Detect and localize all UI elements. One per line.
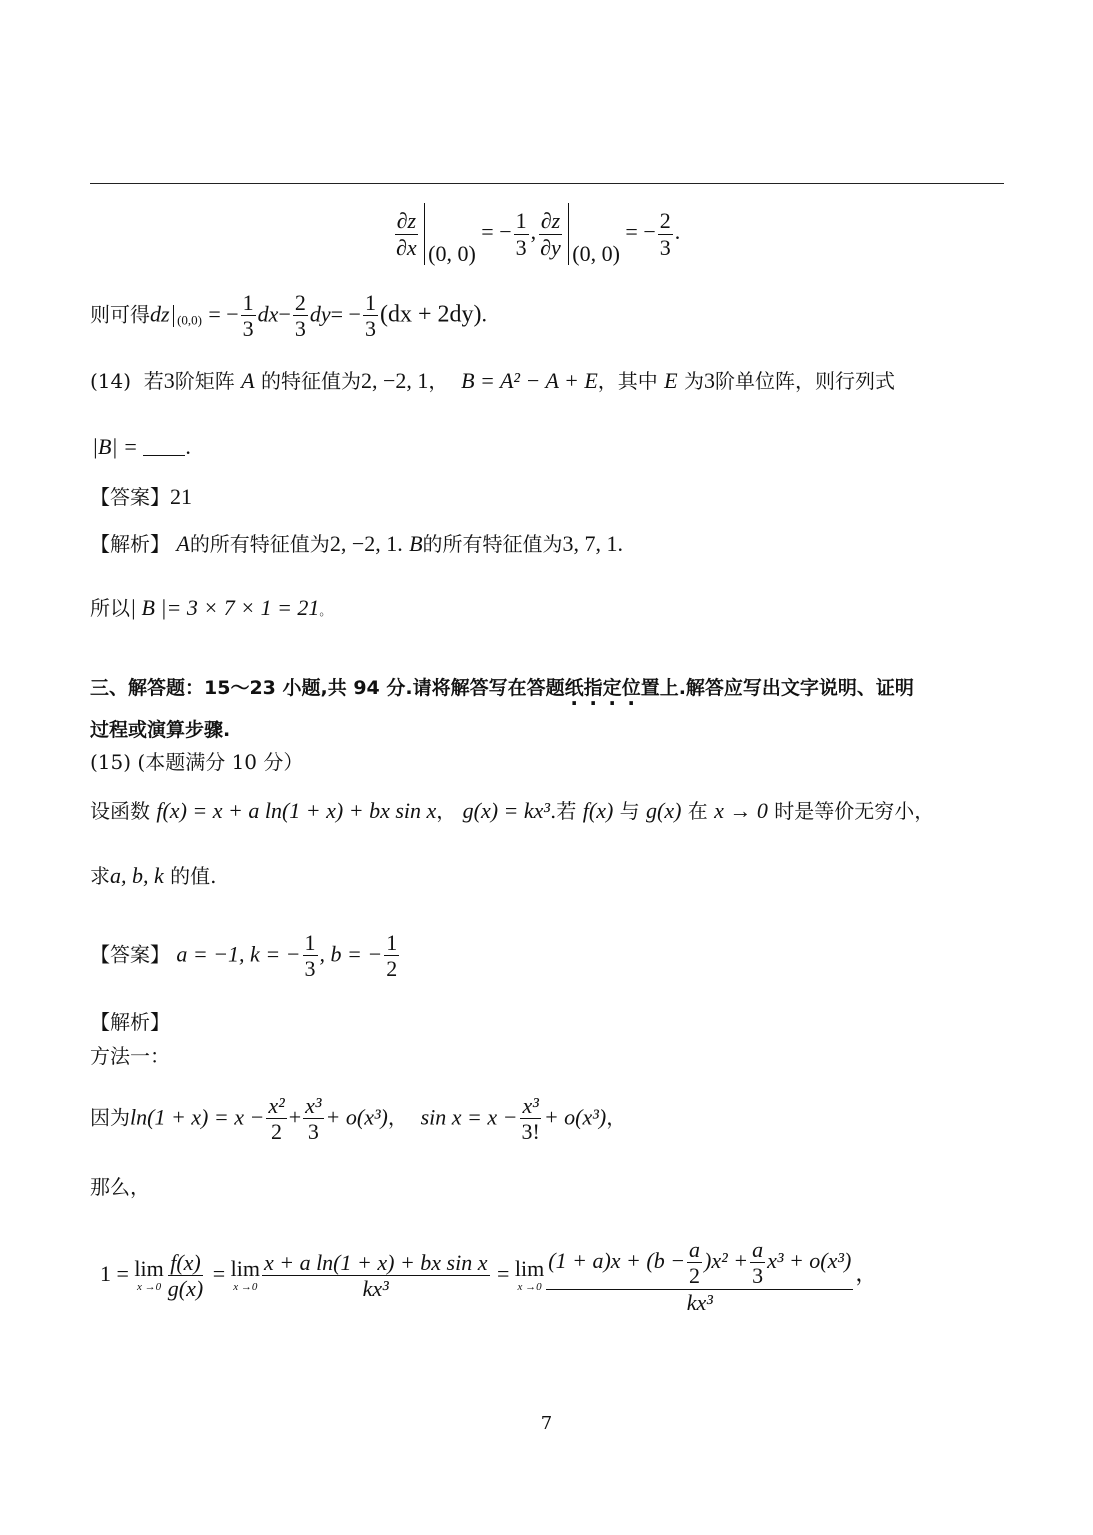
fraction: $\frac{\text{x³}}{3!}$: [521, 1093, 540, 1145]
total-differential-line: 则可得dz $_{(0,0)}$ = − $\frac{1}{3}$ dx− $\frac{2}{3}$ dy= − $\frac{1}{3}$ (dx + 2dy).: [90, 290, 487, 342]
question-15-text: 设函数 f(x) = x + a ln(1 + x) + bx sin x， g(x) = kx³.若 f(x) 与 g(x) 在 x → 0 时是等价无穷小，: [90, 798, 935, 823]
fraction: $\frac{1}{3}$: [242, 290, 254, 342]
fraction: $\frac{f(x)}{g(x)}$: [167, 1250, 204, 1302]
evaluation-bar: [424, 203, 426, 265]
fraction: $\frac{\text{x³}}{3}$: [305, 1093, 322, 1145]
fraction: (1 + a)x + (b − $\frac{a}{2}$ )x² + $\frac{a}{3}$ x³ + o(x³) kx³: [548, 1237, 852, 1315]
limit-operator: lim x →0: [514, 1256, 545, 1294]
fraction: $\frac{1}{2}$: [386, 930, 398, 982]
conclusion-14: 所以| B |= 3 × 7 × 1 = 21。: [90, 595, 332, 620]
dz-dy-fraction: $\frac{\partial z}{\partial y}$: [540, 208, 561, 260]
fraction: $\frac{\text{x + a ln(1 + x) + bx sin x}}{\text{kx³}}$: [263, 1250, 488, 1302]
fraction: $\frac{a}{3}$: [752, 1237, 764, 1289]
dz-dx-fraction: $\frac{\partial z}{\partial x}$: [396, 208, 417, 260]
section-3-heading-cont: 过程或演算步骤.: [90, 719, 231, 741]
method-one: 方法一：: [90, 1044, 170, 1068]
fraction: $\frac{1}{3}$: [304, 930, 316, 982]
evaluation-bar: [173, 305, 175, 327]
evaluation-bar: [568, 203, 570, 265]
question-14: (14) 若3阶矩阵 A 的特征值为2, −2, 1， B = A² − A + E，其中 E 为3阶单位阵，则行列式: [90, 368, 895, 393]
answer-15: 【答案】 a = −1, k = − $\frac{1}{3}$ , b = − $\frac{1}{2}$: [90, 930, 398, 982]
section-3-heading: 三、解答题：15～23 小题,共 94 分.请将解答写在答题纸指定位置上.解答应写出文字说明、证明: [90, 677, 914, 699]
answer-14: 【答案】21: [90, 484, 192, 509]
limit-operator: lim x →0: [230, 1256, 260, 1294]
question-15-ask: 求a, b, k 的值.: [90, 863, 217, 888]
question-14-determinant: |B| = .: [92, 434, 191, 459]
page-number: 7: [540, 1413, 553, 1434]
taylor-expansion-line: 因为ln(1 + x) = x − $\frac{\text{x²}}{2}$ + $\frac{\text{x³}}{3}$ + o(x³)， sin x = x − $\frac{\text{x³}}{3!}$ + o(x³)，: [90, 1093, 627, 1145]
analysis-14: 【解析】 A的所有特征值为2, −2, 1. B的所有特征值为3, 7, 1.: [90, 531, 624, 556]
then-line: 那么，: [90, 1175, 150, 1199]
two-thirds-fraction: $\frac{2}{3}$: [659, 208, 671, 260]
fraction: $\frac{1}{3}$: [364, 290, 376, 342]
answer-blank: [143, 455, 185, 456]
fraction: $\frac{2}{3}$: [294, 290, 306, 342]
limit-operator: lim x →0: [134, 1256, 164, 1294]
fraction: $\frac{\text{x²}}{2}$: [268, 1093, 285, 1145]
question-15-title: (15) (本题满分 10 分）: [90, 750, 304, 774]
one-third-fraction: $\frac{1}{3}$: [515, 208, 527, 260]
partial-derivatives-line: $\frac{\partial z}{\partial x}$ (0, 0) = − $\frac{1}{3}$ , $\frac{\partial z}{\partial y}$ (0, 0) = − $\frac{2}{3}$ .: [392, 203, 680, 265]
limit-equation-line: 1 = lim x →0 $\frac{f(x)}{g(x)}$ = lim x →0 $\frac{\text{x + a ln(1 + x) + bx sin x}}{\text{kx³}}$ = lim x →0 (1 + a)x + (b − $\frac{a}{2}$ )x² + $\frac{a}{3}$ x³ + o(x³) kx³ ，: [100, 1237, 878, 1315]
analysis-15: 【解析】: [90, 1010, 170, 1034]
fraction: $\frac{a}{2}$: [689, 1237, 701, 1289]
header-rule: [90, 183, 1004, 184]
